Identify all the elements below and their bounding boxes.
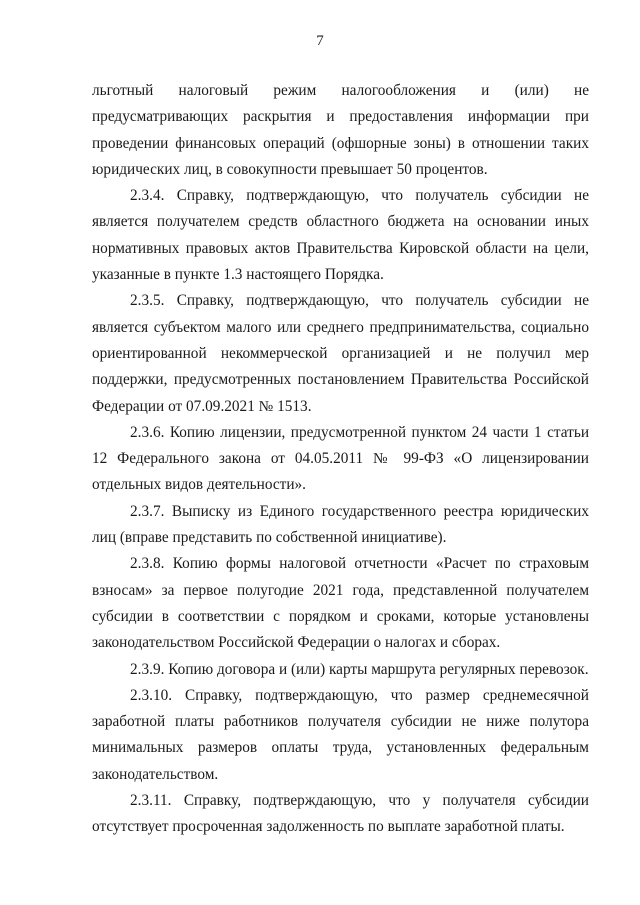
paragraph-2-3-11: 2.3.11. Справку, подтверждающую, что у получателя субсидии отсутствует просроченная задолженность по выплате заработной платы. [92,792,589,836]
paragraph-2-3-5: 2.3.5. Справку, подтверждающую, что получатель субсидии не является субъектом малого или среднего предпринимательства, социально ориентированной некоммерческой организацией и не получил мер поддержки, предусмотренных постановлением Правительства Российской Федерации от 07.09.2021 № 1513. [92,292,589,415]
document-body [92,78,589,841]
page-number: 7 [316,33,324,49]
paragraph-2-3-6: 2.3.6. Копию лицензии, предусмотренной пунктом 24 части 1 статьи 12 Федерального закона от 04.05.2011 № 99-ФЗ «О лицензировании отдельных видов деятельности». [92,423,589,494]
paragraph-2-3-10: 2.3.10. Справку, подтверждающую, что размер среднемесячной заработной платы работников получателя субсидии не ниже полутора минимальных размеров оплаты труда, установленных федеральным законодательством. [92,686,589,783]
paragraph-continuation: льготный налоговый режим налогообложения и (или) не предусматривающих раскрытия и предоставления информации при проведении финансовых операций (офшорные зоны) в отношении таких юридических лиц, в совокупности превышает 50 процентов. [92,82,589,178]
paragraph-2-3-7: 2.3.7. Выписку из Единого государственного реестра юридических лиц (вправе представить по собственной инициативе). [92,502,589,547]
paragraph-2-3-4: 2.3.4. Справку, подтверждающую, что получатель субсидии не является получателем средств областного бюджета на основании иных нормативных правовых актов Правительства Кировской области на цели, указанные в пункте 1.3 настоящего Порядка. [92,187,589,284]
paragraph-2-3-8: 2.3.8. Копию формы налоговой отчетности «Расчет по страховым взносам» за первое полугодие 2021 года, представленной получателем субсидии в соответствии с порядком и сроками, которые установлены законодательством Российской Федерации о налогах и сборах. [92,555,589,652]
paragraph-2-3-9: 2.3.9. Копию договора и (или) карты маршрута регулярных перевозок. [130,660,589,678]
